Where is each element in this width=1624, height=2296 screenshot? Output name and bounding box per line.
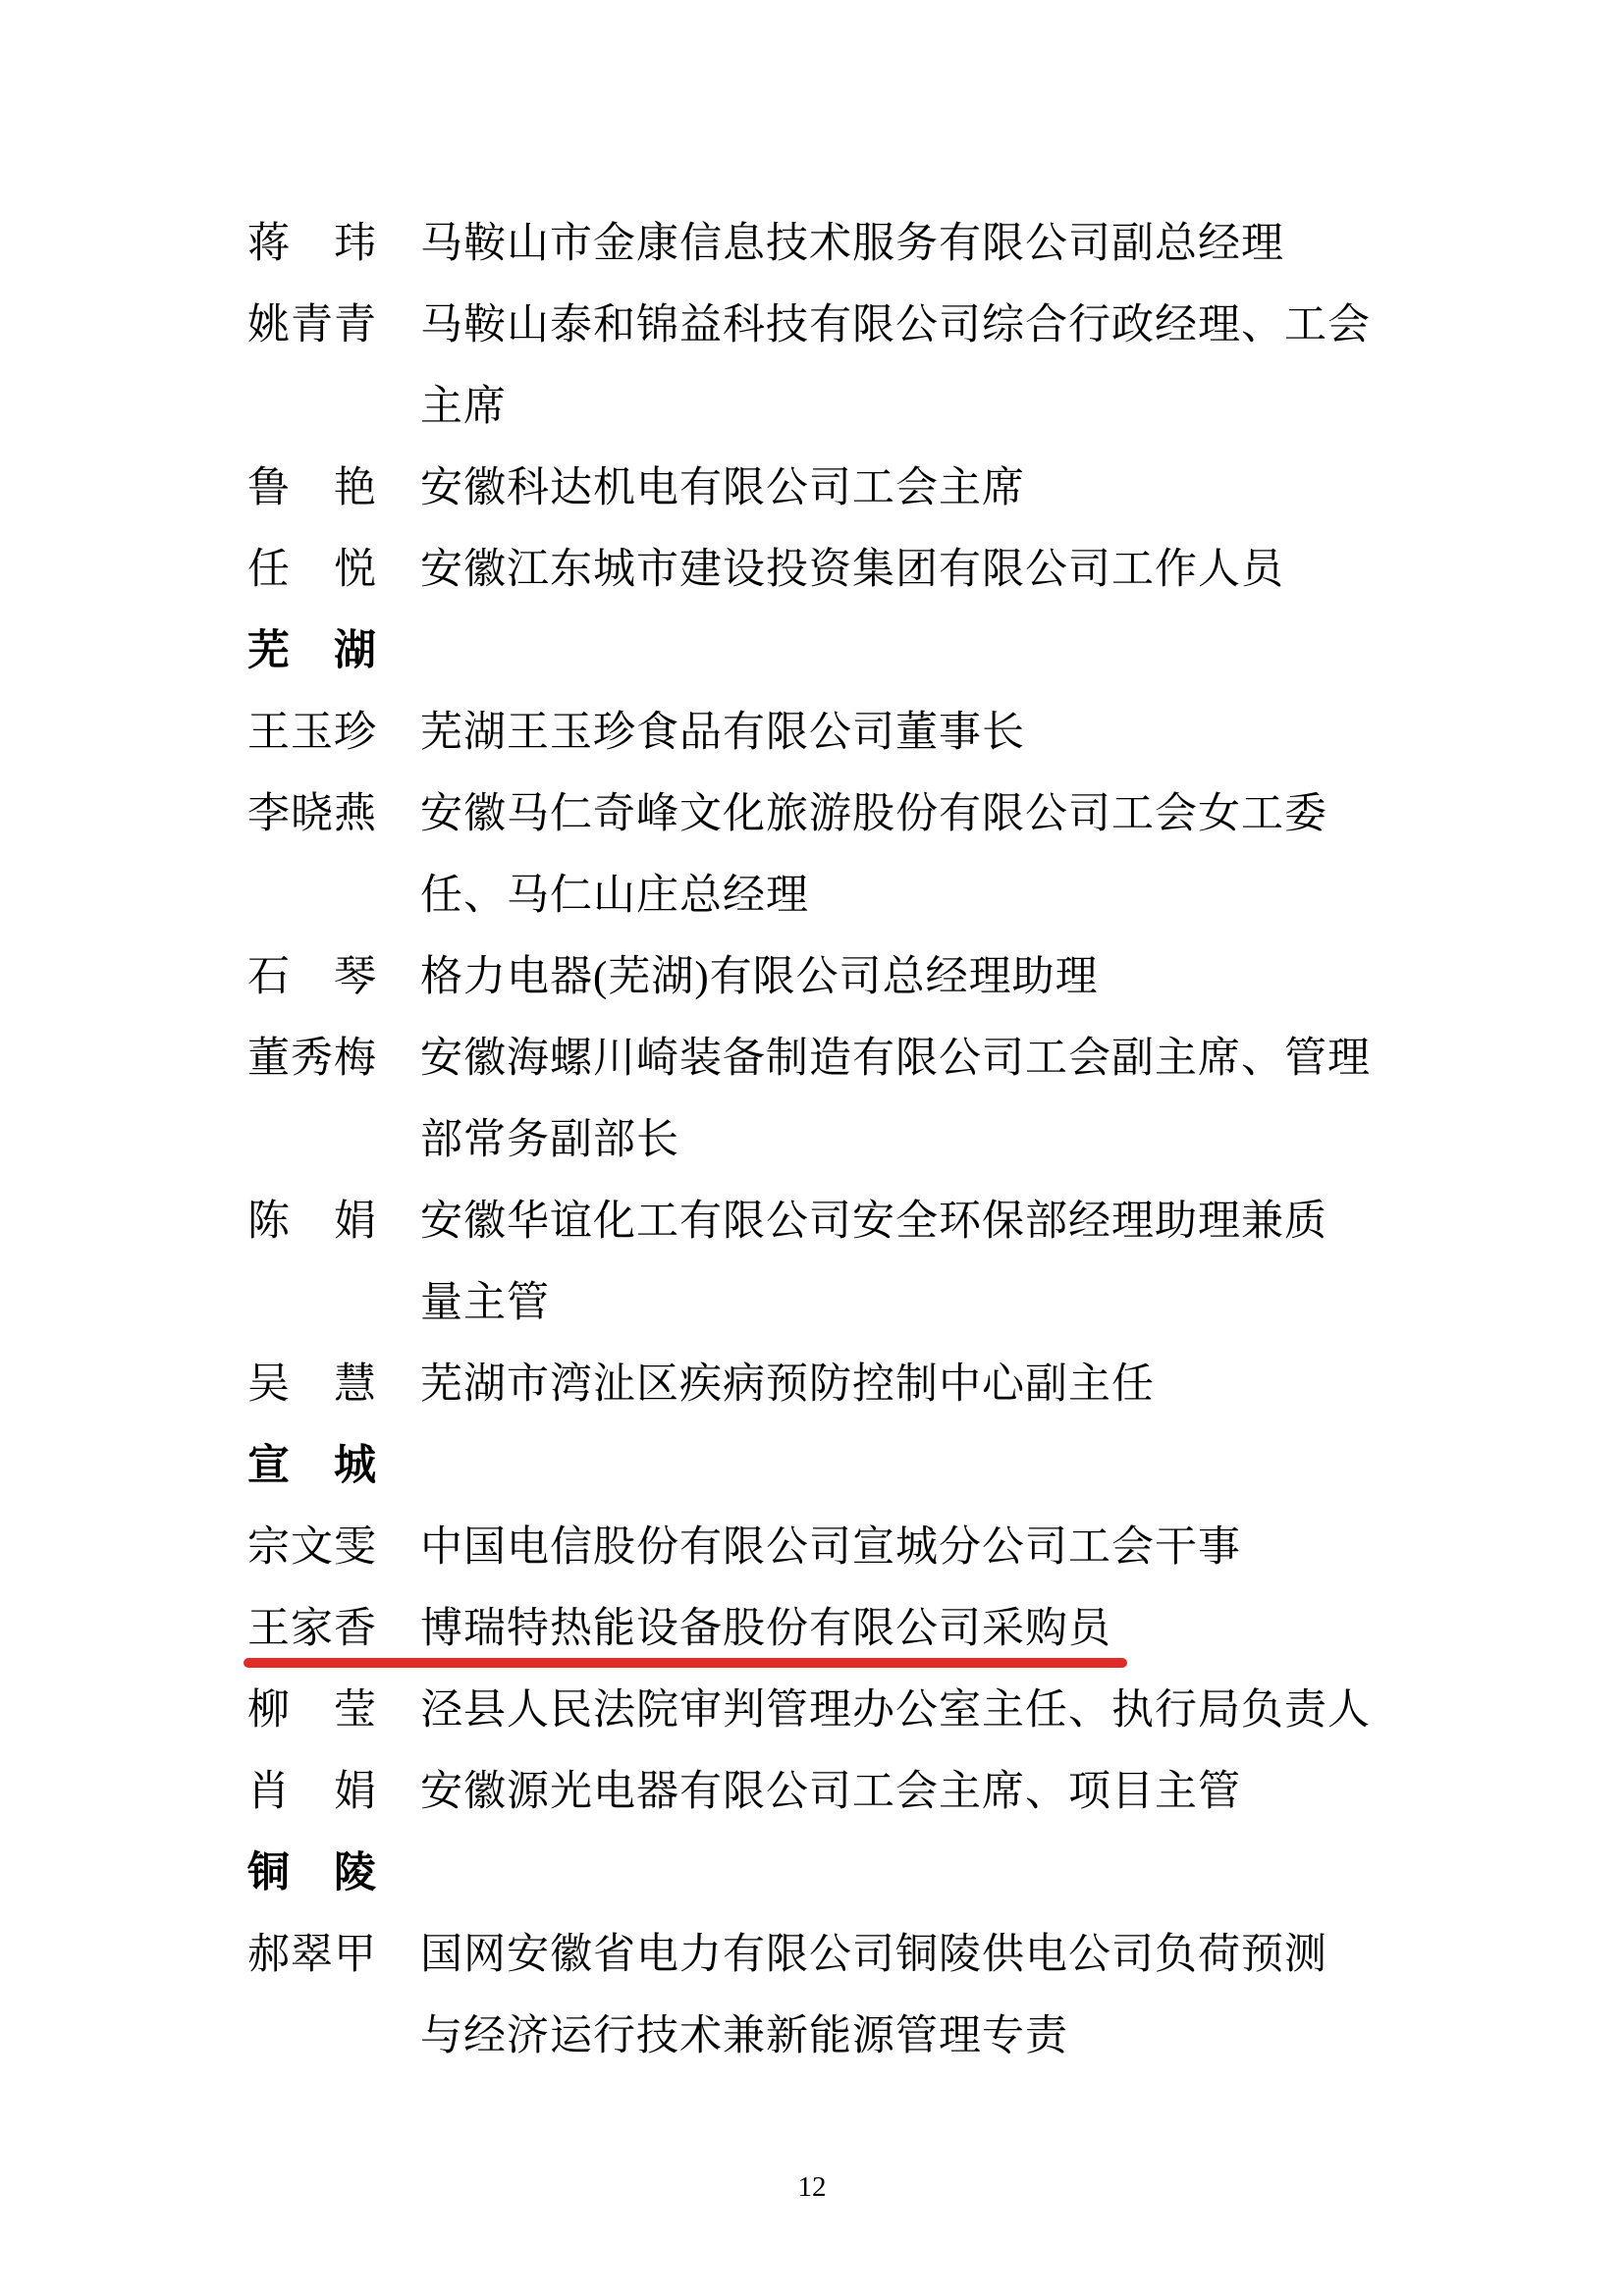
entry-row [247, 1507, 1485, 1588]
entry-row [247, 1344, 1485, 1425]
page-number: 12 [797, 2171, 827, 2203]
description-line: 芜湖王玉珍食品有限公司董事长 [420, 710, 1025, 756]
entry-description [420, 285, 1371, 448]
description-line: 安徽马仁奇峰文化旅游股份有限公司工会女工委 [420, 791, 1327, 837]
entry-name: 郝翠甲 [247, 1932, 377, 1978]
entry-name: 王玉珍 [247, 710, 377, 756]
entry-row [247, 1181, 1485, 1344]
description-line: 国网安徽省电力有限公司铜陵供电公司负荷预测 [420, 1932, 1327, 1978]
description-line: 安徽海螺川崎装备制造有限公司工会副主席、管理 [420, 1036, 1371, 1082]
entry-name: 董秀梅 [247, 1036, 377, 1082]
entry-name: 姚青青 [247, 302, 377, 348]
entry-description [420, 1751, 1241, 1833]
entry-row [247, 1914, 1485, 2077]
entry-row [247, 936, 1485, 1018]
entry-description [420, 1670, 1371, 1751]
description-line: 任、马仁山庄总经理 [420, 873, 809, 919]
entry-description [420, 1507, 1241, 1588]
entry-name: 石 琴 [247, 954, 377, 1000]
section-header-label: 铜 陵 [247, 1850, 377, 1896]
entry-row [247, 285, 1485, 448]
entry-row [247, 774, 1485, 936]
entry-name: 李晓燕 [247, 791, 377, 837]
entry-row-underlined [247, 1588, 1485, 1670]
entry-description [420, 448, 1025, 529]
city-section-header [247, 611, 1485, 692]
description-line: 格力电器(芜湖)有限公司总经理助理 [420, 954, 1099, 1000]
entry-name: 陈 娟 [247, 1199, 377, 1245]
entry-name: 肖 娟 [247, 1769, 377, 1815]
entry-row [247, 692, 1485, 774]
entry-row [247, 1670, 1485, 1751]
description-line: 部常务副部长 [420, 1117, 679, 1163]
entry-name: 任 悦 [247, 547, 377, 593]
entry-description [420, 1914, 1327, 2077]
entry-row [247, 203, 1485, 285]
entry-name: 鲁 艳 [247, 465, 377, 511]
description-line: 中国电信股份有限公司宣城分公司工会干事 [420, 1524, 1241, 1571]
entry-name: 柳 莹 [247, 1687, 377, 1734]
entry-description [420, 1018, 1371, 1181]
section-header-label: 宣 城 [247, 1443, 377, 1489]
city-section-header [247, 1833, 1485, 1914]
description-line: 安徽江东城市建设投资集团有限公司工作人员 [420, 547, 1284, 593]
entry-description [420, 1344, 1155, 1425]
description-line: 安徽华谊化工有限公司安全环保部经理助理兼质 [420, 1199, 1327, 1245]
description-line: 量主管 [420, 1280, 550, 1326]
entry-name: 吴 慧 [247, 1362, 377, 1408]
description-line: 安徽科达机电有限公司工会主席 [420, 465, 1025, 511]
entry-description [420, 692, 1025, 774]
entry-row [247, 448, 1485, 529]
description-line: 马鞍山泰和锦益科技有限公司综合行政经理、工会 [420, 302, 1371, 348]
entry-row [247, 529, 1485, 611]
entry-description [420, 203, 1284, 285]
entry-description [420, 774, 1327, 936]
description-line: 安徽源光电器有限公司工会主席、项目主管 [420, 1769, 1241, 1815]
description-line: 与经济运行技术兼新能源管理专责 [420, 2013, 1068, 2059]
entry-row [247, 1751, 1485, 1833]
entry-name: 王家香 [247, 1606, 377, 1652]
description-line: 泾县人民法院审判管理办公室主任、执行局负责人 [420, 1687, 1371, 1734]
entry-name: 宗文雯 [247, 1524, 377, 1571]
red-underline [244, 1658, 1127, 1668]
name-list [247, 203, 1485, 2077]
section-header-label: 芜 湖 [247, 628, 377, 674]
description-line: 博瑞特热能设备股份有限公司采购员 [420, 1606, 1111, 1652]
description-line: 马鞍山市金康信息技术服务有限公司副总经理 [420, 221, 1284, 267]
entry-name: 蒋 玮 [247, 221, 377, 267]
description-line: 芜湖市湾沚区疾病预防控制中心副主任 [420, 1362, 1155, 1408]
entry-description [420, 529, 1284, 611]
entry-description [420, 936, 1099, 1018]
entry-row [247, 1018, 1485, 1181]
description-line: 主席 [420, 384, 507, 430]
entry-description [420, 1181, 1327, 1344]
city-section-header [247, 1425, 1485, 1507]
